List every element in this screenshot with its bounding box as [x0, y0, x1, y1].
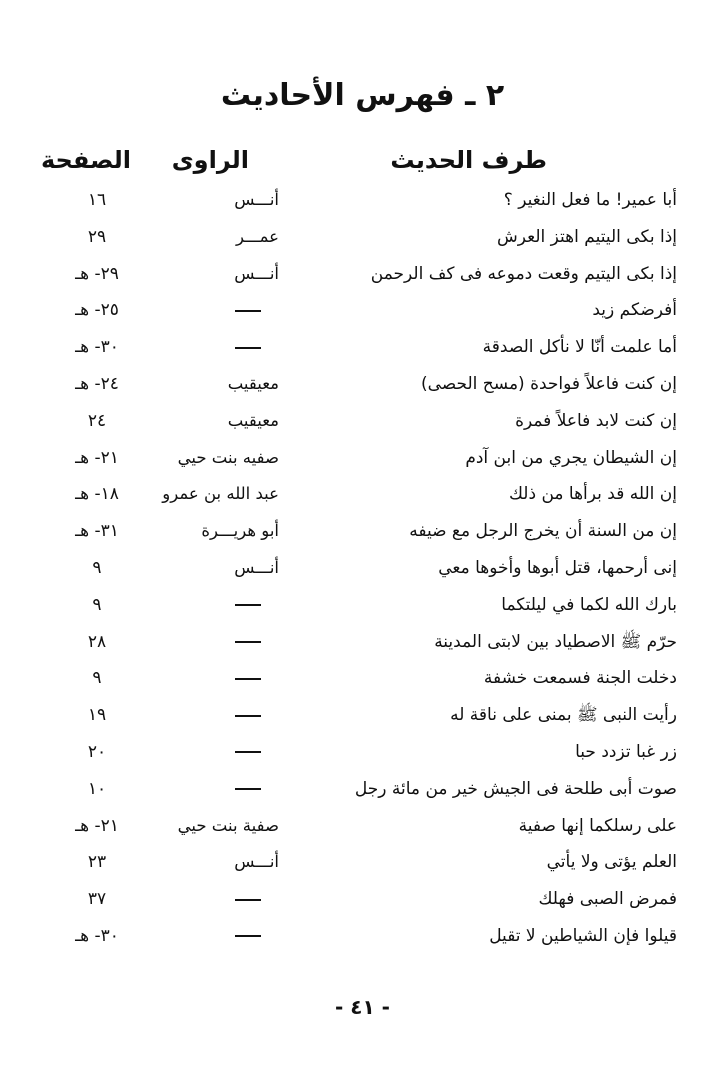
page-title: ٢ ـ فهرس الأحاديث: [220, 78, 505, 113]
page-ref: ٩: [92, 668, 102, 689]
narrator: [159, 587, 279, 624]
hadith-text: إذا بكى اليتيم اهتز العرش: [497, 226, 677, 247]
narrator: معيقيب: [227, 410, 279, 430]
narrator: أبو هريـــرة: [201, 521, 279, 541]
list-item: [0, 219, 725, 256]
list-item: [0, 918, 725, 955]
page-ref: ٢٥- هـ: [75, 300, 119, 321]
column-header-hadith: طرف الحديث: [390, 146, 547, 174]
list-item: [0, 771, 725, 808]
narrator: أنـــس: [234, 852, 279, 872]
page-ref: ٩: [92, 557, 102, 578]
list-item: [0, 734, 725, 771]
hadith-text: إنى أرحمها، قتل أبوها وأخوها معي: [438, 557, 677, 578]
page-ref: ٣٠- هـ: [75, 925, 119, 946]
list-item: [0, 513, 725, 550]
list-item: [0, 366, 725, 403]
hadith-text: إن الله قد برأها من ذلك: [508, 484, 677, 505]
page-ref: ٢١- هـ: [75, 447, 119, 468]
list-item: [0, 624, 725, 661]
list-item: [0, 550, 725, 587]
narrator: [159, 771, 279, 808]
list-item: [0, 844, 725, 881]
list-item: [0, 403, 725, 440]
narrator-dash: [235, 641, 261, 643]
narrator-dash: [235, 604, 261, 606]
hadith-text: إن من السنة أن يخرج الرجل مع ضيفه: [409, 521, 677, 542]
list-item: [0, 292, 725, 329]
column-header-narrator: الراوى: [171, 146, 249, 174]
hadith-text: أفرضكم زيد: [592, 300, 677, 321]
page-ref: ٣١- هـ: [75, 521, 119, 542]
list-item: [0, 808, 725, 845]
narrator: أنـــس: [234, 190, 279, 209]
list-item: [0, 329, 725, 366]
page-ref: ٢٩: [87, 226, 107, 247]
narrator: أنـــس: [234, 263, 279, 283]
page-ref: ١٦: [87, 190, 107, 210]
hadith-text: صوت أبى طلحة فى الجيش خير من مائة رجل: [354, 778, 677, 799]
narrator: [159, 918, 279, 955]
page-ref: ٢١- هـ: [75, 815, 119, 836]
hadith-text: العلم يؤتى ولا يأتي: [546, 852, 677, 873]
hadith-text: بارك الله لكما في ليلتكما: [501, 594, 677, 615]
list-item: [0, 881, 725, 918]
hadith-text: دخلت الجنة فسمعت خشفة: [483, 668, 677, 689]
hadith-text: قيلوا فإن الشياطين لا تقيل: [489, 925, 677, 946]
narrator: عمـــر: [236, 226, 279, 246]
page-ref: ٢٤: [87, 410, 107, 431]
narrator: عبد الله بن عمرو: [162, 484, 279, 504]
narrator-dash: [235, 347, 261, 349]
narrator: [159, 292, 279, 329]
narrator: [159, 624, 279, 661]
column-header-page: الصفحة: [40, 146, 131, 174]
hadith-text: رأيت النبى ﷺ بمنى على ناقة له: [450, 705, 677, 726]
narrator: [159, 329, 279, 366]
hadith-text: على رسلكما إنها صفية: [518, 815, 677, 836]
hadith-text: زر غبا تزدد حبا: [575, 741, 677, 762]
narrator-dash: [235, 935, 261, 937]
hadith-text: إذا بكى اليتيم وقعت دموعه فى كف الرحمن: [370, 263, 677, 284]
narrator: [159, 881, 279, 918]
hadith-text: أبا عمير! ما فعل النغير ؟: [503, 190, 677, 210]
page-ref: ٩: [92, 594, 102, 615]
list-item: [0, 256, 725, 293]
hadith-text: إن الشيطان يجري من ابن آدم: [465, 447, 677, 468]
hadith-text: حرّم ﷺ الاصطياد بين لابتى المدينة: [434, 631, 677, 652]
page-ref: ٣٧: [87, 889, 107, 910]
page-ref: ١٨- هـ: [75, 484, 119, 505]
page-ref: ٢٠: [87, 741, 107, 762]
page-ref: ٢٣: [87, 852, 107, 873]
page-ref: ١٠: [87, 778, 107, 799]
list-item: [0, 587, 725, 624]
narrator: أنـــس: [234, 557, 279, 577]
narrator: [159, 660, 279, 697]
hadith-text: إن كنت فاعلاً فواحدة (مسح الحصى): [420, 373, 677, 394]
narrator-dash: [235, 310, 261, 312]
list-item: [0, 182, 725, 219]
hadith-text: فمرض الصبى فهلك: [538, 889, 677, 910]
narrator-dash: [235, 678, 261, 680]
narrator: صفيه بنت حيي: [177, 447, 279, 467]
narrator-dash: [235, 788, 261, 790]
list-item: [0, 697, 725, 734]
hadith-index-list: [0, 182, 725, 955]
hadith-text: أما علمت أنّا لا نأكل الصدقة: [482, 337, 677, 358]
page-number: - ٤١ -: [335, 995, 390, 1019]
page-ref: ٣٠- هـ: [75, 337, 119, 358]
narrator: [159, 697, 279, 734]
narrator-dash: [235, 751, 261, 753]
narrator: صفية بنت حيي: [177, 815, 279, 835]
page-ref: ٢٩- هـ: [75, 263, 119, 284]
list-item: [0, 440, 725, 477]
page-ref: ٢٤- هـ: [75, 373, 119, 394]
narrator: معيقيب: [227, 373, 279, 393]
hadith-text: إن كنت لابد فاعلاً فمرة: [515, 410, 677, 431]
list-item: [0, 660, 725, 697]
narrator-dash: [235, 715, 261, 717]
narrator: [159, 734, 279, 771]
page-ref: ٢٨: [87, 631, 107, 652]
page-ref: ١٩: [87, 705, 107, 726]
list-item: [0, 476, 725, 513]
narrator-dash: [235, 899, 261, 901]
